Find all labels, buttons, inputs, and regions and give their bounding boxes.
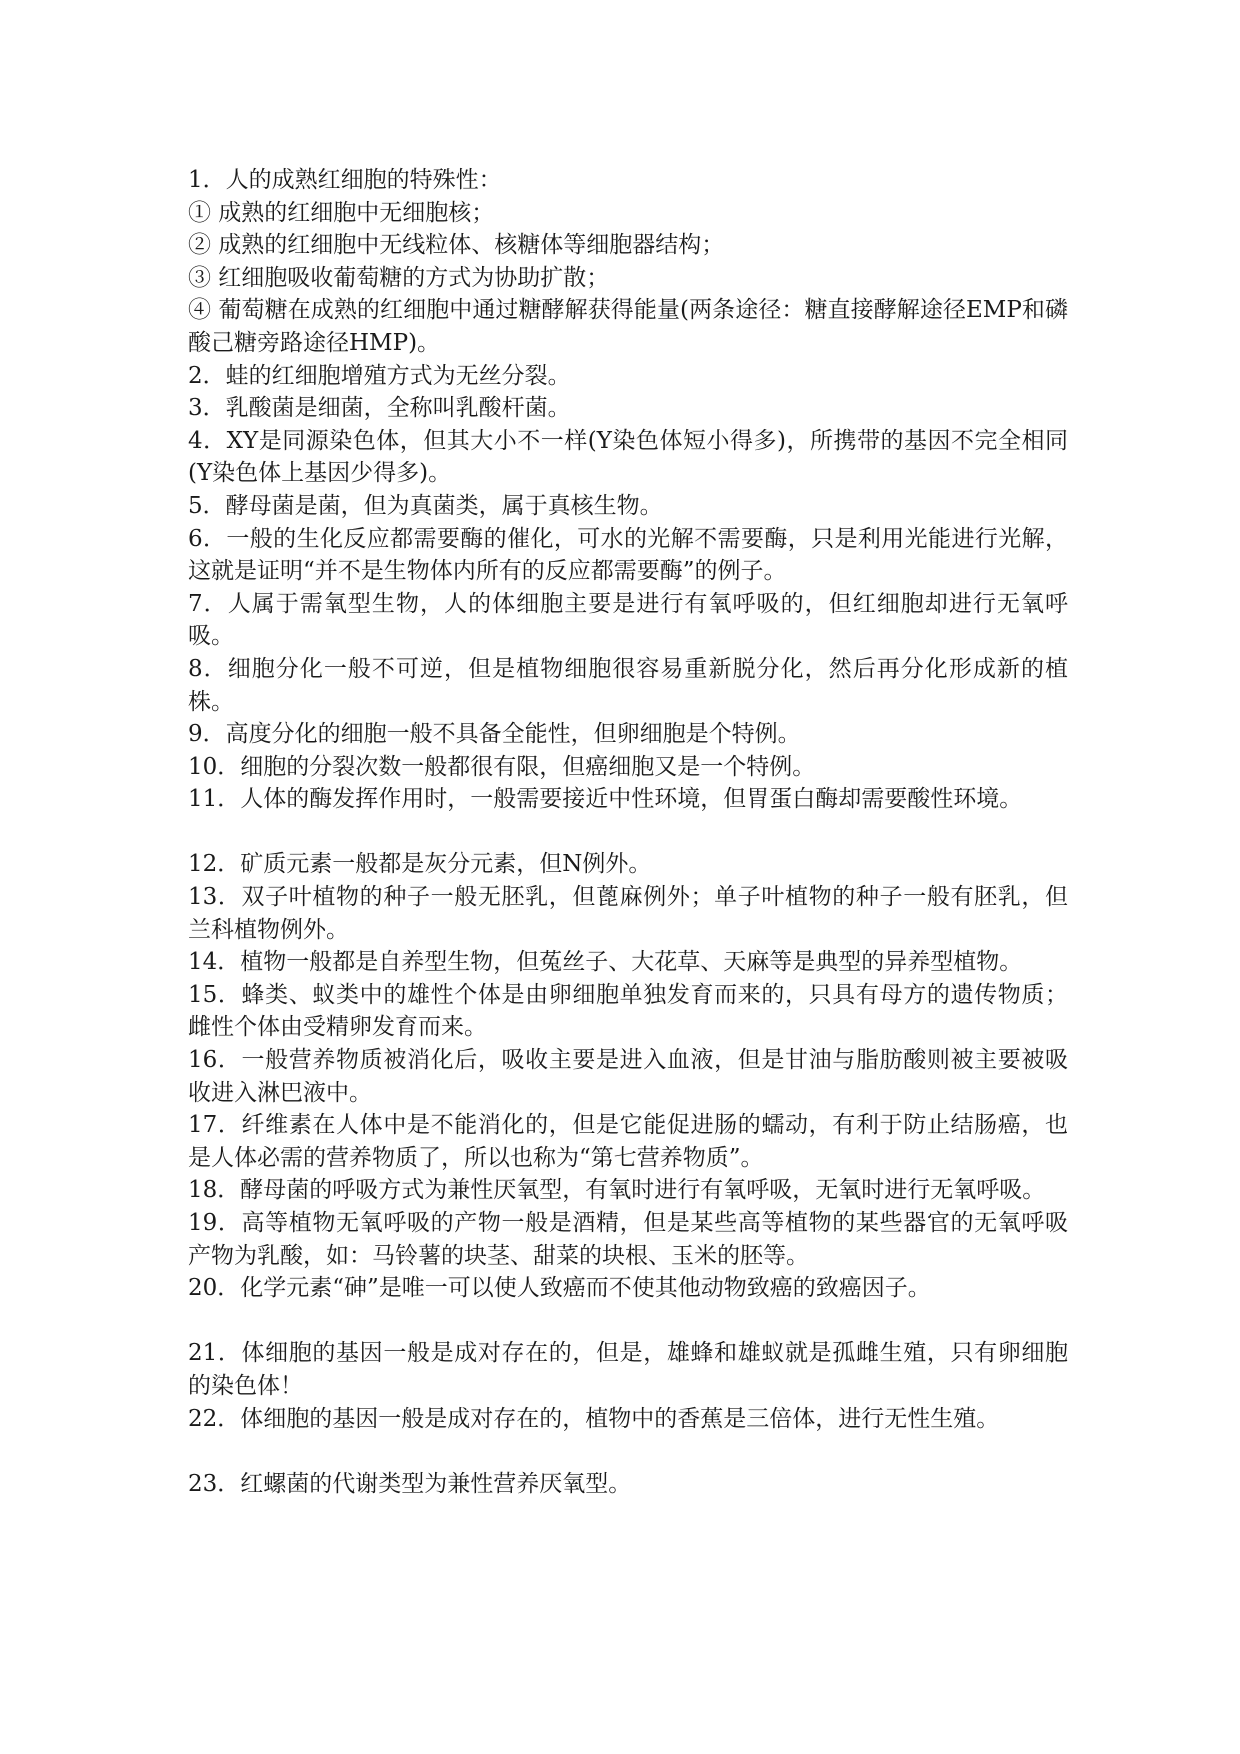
section-gap: [188, 816, 1068, 849]
list-item: 8．细胞分化一般不可逆，但是植物细胞很容易重新脱分化，然后再分化形成新的植株。: [188, 655, 1068, 715]
list-item: ③ 红细胞吸收葡萄糖的方式为协助扩散；: [188, 264, 610, 291]
list-item: 12．矿质元素一般都是灰分元素，但N例外。: [188, 851, 652, 878]
list-item: 21．体细胞的基因一般是成对存在的，但是，雄蜂和雄蚁就是孤雌生殖，只有卵细胞的染色体！: [188, 1340, 1068, 1399]
list-item: 18．酵母菌的呼吸方式为兼性厌氧型，有氧时进行有氧呼吸，无氧时进行无氧呼吸。: [188, 1177, 1046, 1204]
list-item: 9．高度分化的细胞一般不具备全能性，但卵细胞是个特例。: [188, 721, 801, 748]
list-item: 20．化学元素“砷”是唯一可以使人致癌而不使其他动物致癌的致癌因子。: [188, 1275, 931, 1302]
list-item: 19．高等植物无氧呼吸的产物一般是酒精，但是某些高等植物的某些器官的无氧呼吸产物为乳酸，如：马铃薯的块茎、甜菜的块根、玉米的胚等。: [188, 1210, 1068, 1269]
list-item: 1．人的成熟红细胞的特殊性：: [188, 167, 502, 193]
list-item: 6．一般的生化反应都需要酶的催化，可水的光解不需要酶，只是利用光能进行光解，这就是证明“并不是生物体内所有的反应都需要酶”的例子。: [188, 525, 1068, 585]
list-item: 11．人体的酶发挥作用时，一般需要接近中性环境，但胃蛋白酶却需要酸性环境。: [188, 786, 1023, 813]
list-item: 2．蛙的红细胞增殖方式为无丝分裂。: [188, 362, 571, 389]
list-item: 13．双子叶植物的种子一般无胚乳，但蓖麻例外；单子叶植物的种子一般有胚乳，但兰科植物例外。: [188, 884, 1068, 943]
list-item: 23．红螺菌的代谢类型为兼性营养厌氧型。: [188, 1470, 632, 1497]
list-item: ④ 葡萄糖在成熟的红细胞中通过糖酵解获得能量(两条途径：糖直接酵解途径EMP和磷酸己糖旁路途径HMP)。: [188, 297, 1068, 356]
list-item: 5．酵母菌是菌，但为真菌类，属于真核生物。: [188, 492, 663, 519]
list-item: 14．植物一般都是自养型生物，但菟丝子、大花草、天麻等是典型的异养型植物。: [188, 949, 1023, 976]
list-item: 3．乳酸菌是细菌，全称叫乳酸杆菌。: [188, 395, 571, 422]
list-item: 7．人属于需氧型生物，人的体细胞主要是进行有氧呼吸的，但红细胞却进行无氧呼吸。: [188, 590, 1068, 650]
list-item: 16．一般营养物质被消化后，吸收主要是进入血液，但是甘油与脂肪酸则被主要被吸收进入淋巴液中。: [188, 1047, 1068, 1106]
list-item: ② 成熟的红细胞中无线粒体、核糖体等细胞器结构；: [188, 232, 725, 259]
document-body: [188, 164, 1068, 1500]
list-item: ① 成熟的红细胞中无细胞核；: [188, 199, 495, 226]
list-item: 10．细胞的分裂次数一般都很有限，但癌细胞又是一个特例。: [188, 753, 816, 780]
section-gap: [188, 1305, 1068, 1338]
list-item: 17．纤维素在人体中是不能消化的，但是它能促进肠的蠕动，有利于防止结肠癌，也是人体必需的营养物质了，所以也称为“第七营养物质”。: [188, 1112, 1068, 1171]
list-item: 15．蜂类、蚁类中的雄性个体是由卵细胞单独发育而来的，只具有母方的遗传物质；雌性个体由受精卵发育而来。: [188, 981, 1068, 1041]
list-item: 22．体细胞的基因一般是成对存在的，植物中的香蕉是三倍体，进行无性生殖。: [188, 1405, 1000, 1432]
section-gap: [188, 1435, 1068, 1468]
list-item: 4．XY是同源染色体，但其大小不一样(Y染色体短小得多)，所携带的基因不完全相同(Y染色体上基因少得多)。: [188, 427, 1068, 487]
